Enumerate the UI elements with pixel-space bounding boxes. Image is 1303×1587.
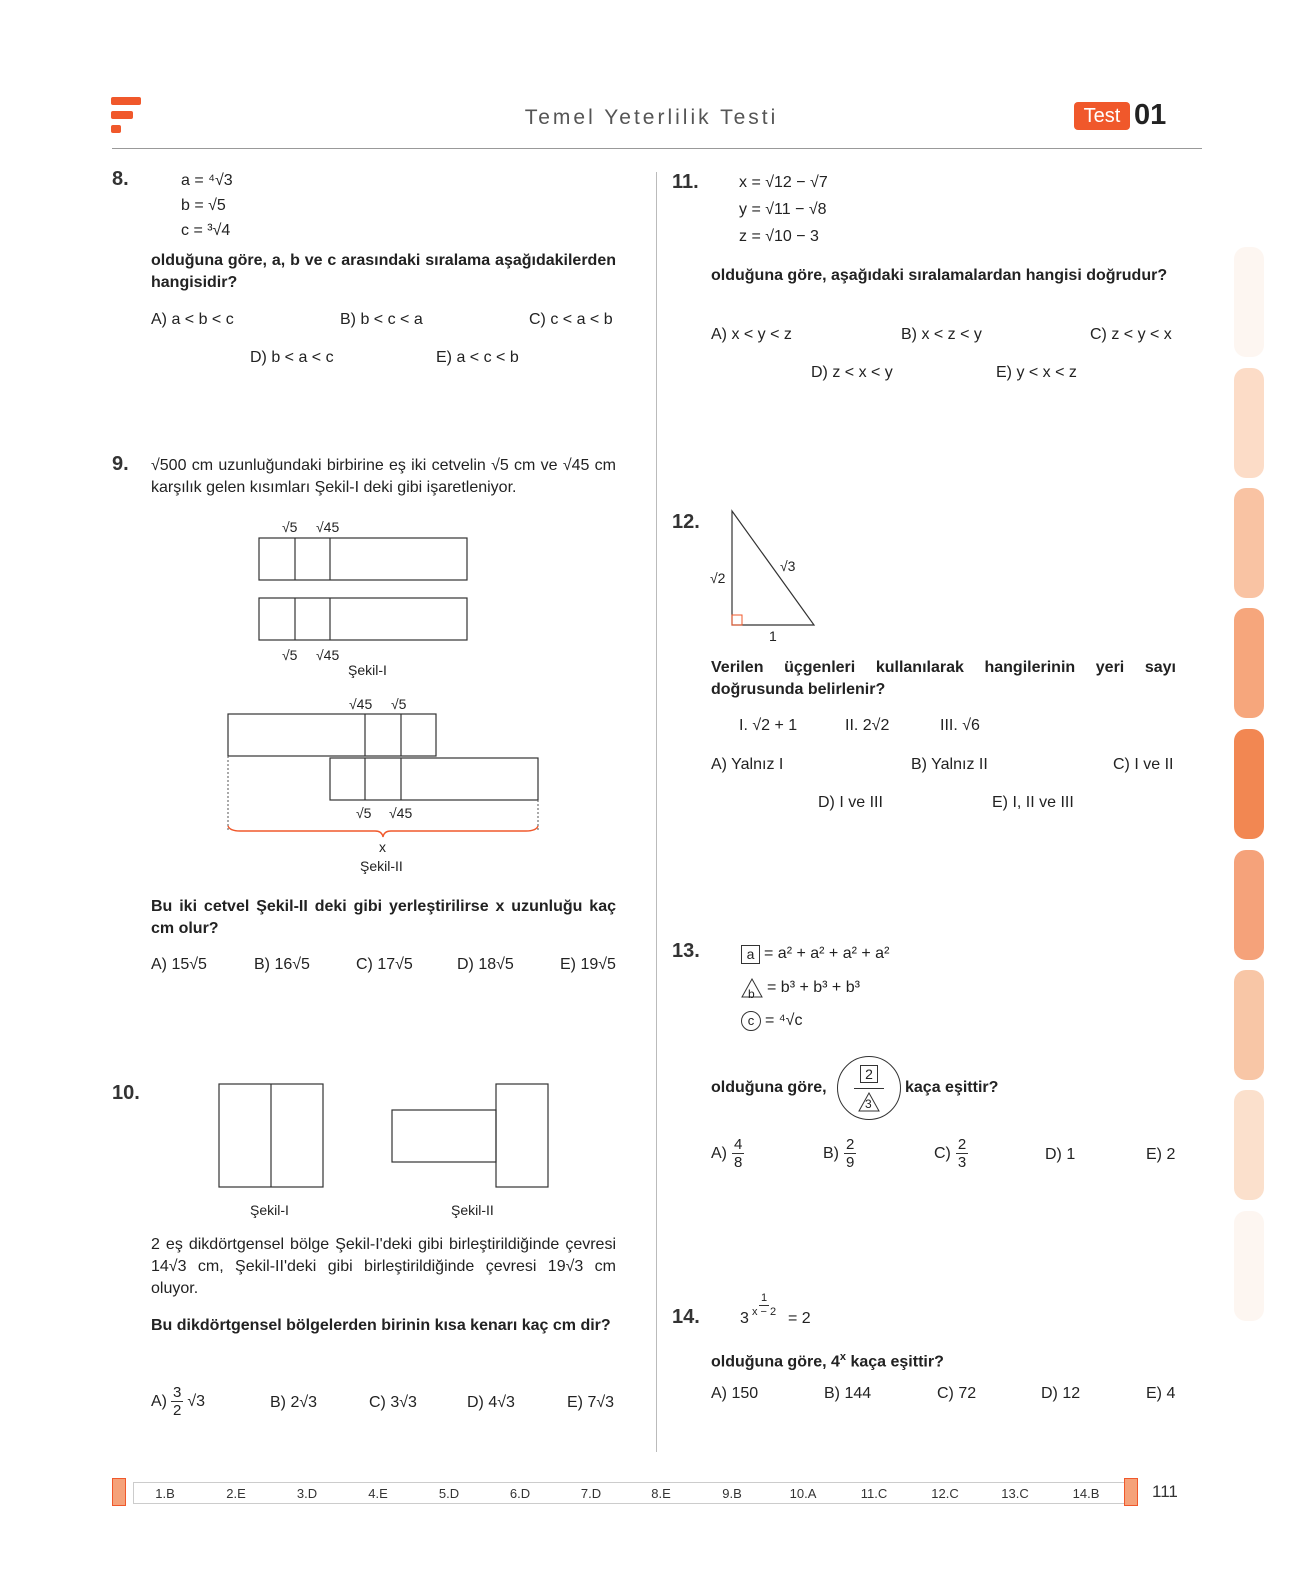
q13-question-suffix: kaça eşittir? [905,1079,999,1096]
q13-option-c-prefix: C) [934,1144,951,1162]
q8-option-d[interactable]: D) b < a < c [250,349,334,366]
q13-def-triangle [741,977,860,999]
fig2-top-label-1: √45 [349,696,373,712]
q9-figure-1 [220,512,520,682]
q9-option-c[interactable]: C) 17√5 [356,956,413,973]
q8-option-a[interactable]: A) a < b < c [151,311,234,328]
answer-12: 12.C [931,1486,959,1501]
question-10-number: 10. [112,1082,140,1104]
q12-option-d[interactable]: D) I ve III [818,794,883,811]
q10-option-a-prefix: A) [151,1392,167,1410]
q14-question [711,1346,944,1373]
q10-question: Bu dikdörtgensel bölgelerden birinin kısa kenarı kaç cm dir? [151,1317,611,1334]
q13-option-a[interactable] [711,1136,744,1171]
q9-figure-2 [220,690,550,880]
fig1-caption: Şekil-I [348,662,387,678]
q11-line-x: x = √12 − √7 [739,174,828,191]
q13-def-circle [741,1010,802,1032]
q10-text: 2 eş dikdörtgensel bölge Şekil-I'deki gibi birleştirildiğinde çevresi 14√3 cm, Şekil-II'deki gibi birleştirildiğinde çevresi 19√3 cm oluyor. [151,1236,616,1297]
q13-option-c-num: 2 [957,1136,967,1153]
section-tab-4 [1234,608,1264,718]
q14-exp-den: x − 2 [752,1306,777,1318]
q12-left-label: √2 [710,570,726,586]
answer-11: 11.C [860,1486,888,1501]
answer-10: 10.A [789,1486,817,1501]
square-symbol: a [741,945,760,964]
q14-rhs: = 2 [788,1310,811,1327]
q14-question-prefix: olduğuna göre, 4 [711,1353,840,1371]
q10-figure-2 [391,1083,551,1190]
q11-question: olduğuna göre, aşağıdaki sıralamalardan hangisi doğrudur? [711,267,1168,284]
q12-item-1: I. √2 + 1 [739,717,798,734]
column-divider [656,172,657,1452]
q9-option-d[interactable]: D) 18√5 [457,956,514,973]
question-9-number: 9. [112,453,129,475]
question-13-number: 13. [672,940,700,962]
q11-line-z: z = √10 − 3 [739,228,819,245]
section-tab-5 [1234,729,1264,839]
fig1-top-label-2: √45 [316,519,340,535]
q13-def-circle-rhs: = ⁴√c [765,1012,803,1029]
q13-circle-triangle-num: 3 [865,1097,872,1111]
question-12-number: 12. [672,511,700,533]
q14-option-d[interactable]: D) 12 [1041,1385,1081,1402]
fig1-top-label-1: √5 [282,519,298,535]
q9-text: √500 cm uzunluğundaki birbirine eş iki cetvelin √5 cm ve √45 cm karşılık gelen kısımları Şekil-I deki gibi işaretleniyor. [151,457,616,496]
q13-option-a-fraction [732,1136,744,1171]
q12-triangle [700,505,830,645]
answer-7: 7.D [580,1486,602,1501]
q11-line-y: y = √11 − √8 [739,201,827,218]
q13-def-triangle-rhs: = b³ + b³ + b³ [767,979,860,996]
q11-option-b[interactable]: B) x < z < y [901,326,982,343]
q13-circle-square: 2 [860,1065,878,1083]
answer-13: 13.C [1001,1486,1029,1501]
q12-item-3: III. √6 [940,717,980,734]
q10-caption-1: Şekil-I [250,1202,289,1218]
q13-option-d[interactable]: D) 1 [1045,1146,1076,1163]
q10-option-d[interactable]: D) 4√3 [467,1394,515,1411]
q10-option-b[interactable]: B) 2√3 [270,1394,318,1411]
answer-4: 4.E [368,1486,388,1501]
q11-option-d[interactable]: D) z < x < y [811,364,893,381]
fig2-caption: Şekil-II [360,858,403,874]
q10-figure-1 [218,1083,326,1190]
q12-option-e[interactable]: E) I, II ve III [992,794,1074,811]
q12-bottom-label: 1 [769,628,777,644]
q13-def-square-rhs: = a² + a² + a² + a² [764,945,890,962]
q9-question: Bu iki cetvel Şekil-II deki gibi yerleştirilirse x uzunluğu kaç cm olur? [151,898,616,937]
triangle-symbol [741,978,763,1001]
q13-option-c-fraction [956,1136,968,1171]
page-number: 111 [1152,1482,1178,1501]
circle-symbol: c [741,1011,761,1031]
q8-line-a: a = ⁴√3 [181,172,233,189]
q13-circle-fraction-line [854,1088,884,1089]
q10-option-a-tail: √3 [187,1392,206,1410]
q13-option-a-den: 8 [734,1154,743,1171]
q10-option-e[interactable]: E) 7√3 [567,1394,615,1411]
q14-option-e[interactable]: E) 4 [1146,1385,1176,1402]
q12-hyp-label: √3 [780,558,796,574]
section-tab-3 [1234,488,1264,598]
test-badge: Test [1074,102,1130,130]
q8-option-e[interactable]: E) a < c < b [436,349,519,366]
q14-base: 3 [740,1310,749,1327]
header-divider [112,148,1202,149]
section-tab-1 [1234,247,1264,357]
fig1-bottom-label-1: √5 [282,647,298,663]
q12-option-c[interactable]: C) I ve II [1113,756,1174,773]
answer-9: 9.B [722,1486,742,1501]
question-11-number: 11. [672,171,699,193]
q13-option-a-prefix: A) [711,1144,727,1162]
q13-circle-triangle [858,1092,880,1112]
answer-14: 14.B [1072,1486,1100,1501]
q10-option-a[interactable] [151,1384,205,1419]
q13-question-prefix: olduğuna göre, [711,1079,827,1096]
page-title: Temel Yeterlilik Testi [524,106,779,129]
answer-1: 1.B [155,1486,175,1501]
q14-option-b[interactable]: B) 144 [824,1385,872,1402]
q10-option-a-den: 2 [173,1402,182,1419]
question-8-number: 8. [112,168,129,190]
q9-option-e[interactable]: E) 19√5 [560,956,616,973]
footer-marker-right [1124,1478,1138,1506]
q11-option-a[interactable]: A) x < y < z [711,326,792,343]
q10-option-a-fraction [171,1384,183,1419]
answer-3: 3.D [296,1486,318,1501]
q8-line-b: b = √5 [181,197,226,214]
answer-2: 2.E [226,1486,246,1501]
q14-question-sup: x [839,1351,847,1363]
q14-equation [740,1292,860,1332]
answer-6: 6.D [509,1486,531,1501]
q14-question-suffix: kaça eşittir? [846,1353,944,1371]
q13-option-b-prefix: B) [823,1144,839,1162]
section-tab-9 [1234,1211,1264,1321]
fig2-bottom-label-1: √5 [356,805,372,821]
q12-item-2: II. 2√2 [845,717,890,734]
q13-option-c-den: 3 [957,1154,967,1171]
q13-def-square [741,943,889,965]
q10-option-a-num: 3 [173,1384,182,1401]
q14-exp-num: 1 [761,1292,768,1304]
section-tab-7 [1234,970,1264,1080]
q13-option-a-num: 4 [734,1136,743,1153]
fig2-top-label-2: √5 [391,696,407,712]
answer-8: 8.E [651,1486,671,1501]
fig1-bottom-label-2: √45 [316,647,340,663]
q13-circle-expression [837,1056,901,1120]
section-tab-2 [1234,368,1264,478]
q8-question: olduğuna göre, a, b ve c arasındaki sıralama aşağıdakilerden hangisidir? [151,252,616,291]
q8-option-b[interactable]: B) b < c < a [340,311,423,328]
fig2-bottom-label-2: √45 [389,805,413,821]
answer-5: 5.D [438,1486,460,1501]
section-tab-8 [1234,1090,1264,1200]
q10-option-c[interactable]: C) 3√3 [369,1394,417,1411]
triangle-symbol-letter: b [748,987,755,1001]
q8-line-c: c = ³√4 [181,222,231,239]
q12-option-b[interactable]: B) Yalnız II [911,756,988,773]
q11-option-e[interactable]: E) y < x < z [996,364,1077,381]
q13-option-b-fraction [844,1136,856,1171]
q13-option-c[interactable] [934,1136,968,1171]
q9-option-b[interactable]: B) 16√5 [254,956,310,973]
section-tab-6 [1234,850,1264,960]
q8-option-c[interactable]: C) c < a < b [529,311,613,328]
q14-option-a[interactable]: A) 150 [711,1385,759,1402]
q10-caption-2: Şekil-II [451,1202,494,1218]
question-14-number: 14. [672,1306,700,1328]
q9-option-a[interactable]: A) 15√5 [151,956,207,973]
test-number: 01 [1134,99,1167,131]
q13-option-b-num: 2 [846,1136,855,1153]
q13-option-e[interactable]: E) 2 [1146,1146,1176,1163]
q14-exponent-fraction [750,1292,778,1319]
q11-option-c[interactable]: C) z < y < x [1090,326,1172,343]
q12-question: Verilen üçgenleri kullanılarak hangilerinin yeri sayı doğrusunda belirlenir? [711,659,1176,698]
q14-option-c[interactable]: C) 72 [937,1385,977,1402]
footer-marker-left [112,1478,126,1506]
q13-option-b-den: 9 [846,1154,855,1171]
q12-option-a[interactable]: A) Yalnız I [711,756,784,773]
fig2-x-label: x [379,839,386,855]
q13-option-b[interactable] [823,1136,856,1171]
